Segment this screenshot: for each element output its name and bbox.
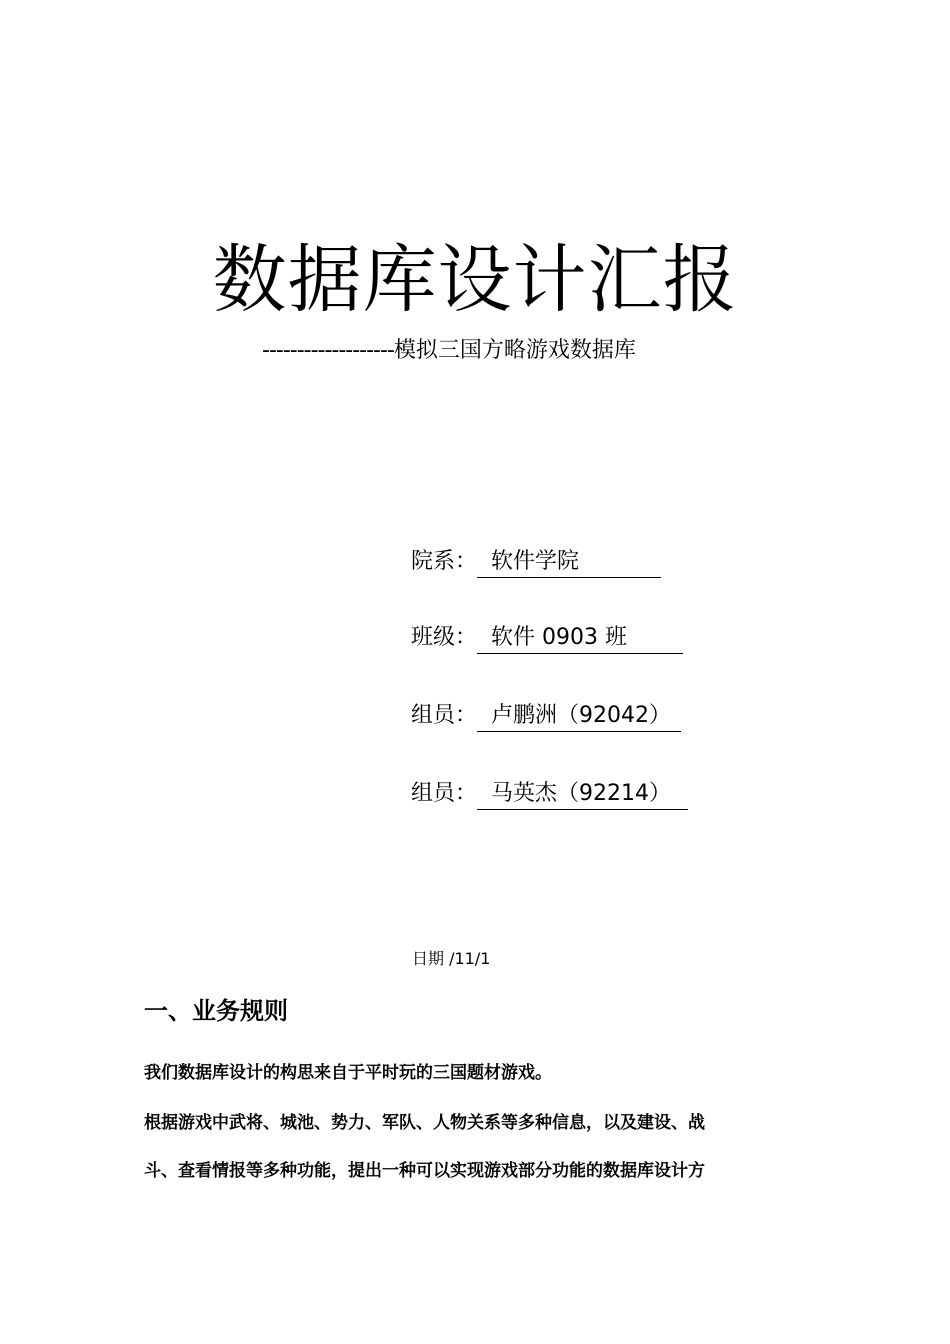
department-value: 软件学院 — [477, 547, 661, 578]
member-2-value: 马英杰（92214） — [477, 779, 688, 810]
class-label: 班级： — [411, 625, 478, 650]
paragraph-line: 斗、查看情报等多种功能，提出一种可以实现游戏部分功能的数据库设计方 — [144, 1161, 705, 1181]
report-title: 数据库设计汇报 — [212, 237, 738, 323]
info-row-class — [411, 622, 683, 654]
subtitle-text: 模拟三国方略游戏数据库 — [393, 338, 636, 363]
report-subtitle — [262, 336, 636, 366]
info-row-member-1 — [411, 700, 681, 732]
section-heading: 一、业务规则 — [144, 997, 288, 1025]
info-row-department — [411, 546, 661, 578]
department-label: 院系： — [411, 549, 478, 574]
member-2-label: 组员： — [411, 781, 478, 806]
subtitle-dashes: ------------------- — [262, 338, 394, 363]
info-row-member-2 — [411, 778, 688, 810]
paragraph-line: 根据游戏中武将、城池、势力、军队、人物关系等多种信息，以及建设、战 — [144, 1113, 705, 1133]
member-1-value: 卢鹏洲（92042） — [477, 701, 681, 732]
paragraph-line: 我们数据库设计的构思来自于平时玩的三国题材游戏。 — [144, 1063, 552, 1083]
report-date: 日期 /11/1 — [412, 949, 491, 968]
class-value: 软件 0903 班 — [477, 623, 683, 654]
member-1-label: 组员： — [411, 703, 478, 728]
